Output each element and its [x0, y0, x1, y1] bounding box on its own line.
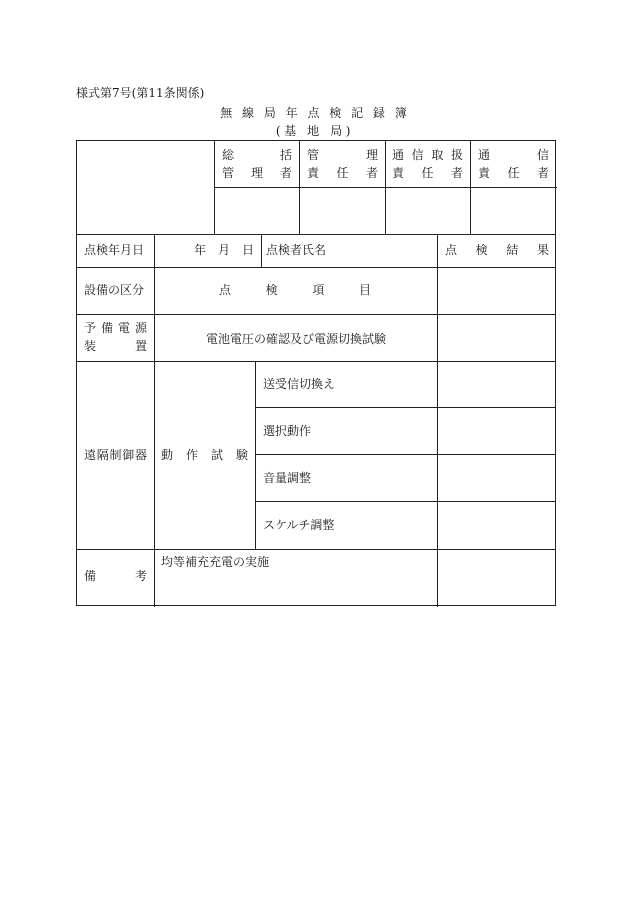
rule-signoff-v4	[470, 141, 471, 234]
inspector-name-label: 点検者氏名	[266, 243, 327, 257]
date-year-unit: 年	[194, 243, 207, 257]
rule-remote-3	[255, 501, 555, 502]
rule-info-v1	[154, 234, 155, 267]
rule-after-signoff	[77, 234, 555, 235]
signoff-role-3-line1: 通 信 取 扱	[392, 148, 463, 162]
backup-power-label-line1: 予 備 電 源	[84, 321, 147, 335]
signoff-role-4-line2: 責 任 者	[478, 166, 549, 180]
remarks-label: 備 考	[84, 569, 147, 583]
rule-remote-2	[255, 454, 555, 455]
rule-signoff-v2	[299, 141, 300, 234]
document-subtitle: (基 地 局)	[275, 124, 355, 138]
signoff-role-1-line1: 総 括	[222, 148, 292, 162]
remote-item-selection: 選択動作	[263, 424, 312, 438]
rule-after-remote	[77, 549, 555, 550]
remote-control-label: 遠 隔 制 御 器	[84, 448, 147, 462]
rule-remote-1	[255, 407, 555, 408]
backup-power-label-line2: 装 置	[84, 339, 147, 353]
document-title: 無 線 局 年 点 検 記 録 簿	[220, 106, 410, 120]
backup-power-item: 電池電圧の確認及び電源切換試験	[205, 331, 386, 346]
rule-signoff-v1	[214, 141, 215, 234]
signoff-role-4-line1: 通 信	[478, 148, 549, 162]
signoff-role-2-line1: 管 理	[307, 148, 378, 162]
remote-item-volume: 音量調整	[263, 471, 312, 485]
operation-test-label: 動 作 試 験	[161, 448, 248, 462]
signoff-role-2-line2: 責 任 者	[307, 166, 378, 180]
date-day-unit: 日	[242, 243, 255, 257]
rule-result-col	[437, 234, 438, 607]
rule-after-info	[77, 267, 555, 268]
inspection-items-header: 点 検 項 目	[219, 283, 371, 297]
inspection-record-table	[76, 140, 556, 606]
rule-signoff-v3	[385, 141, 386, 234]
rule-after-backup	[77, 361, 555, 362]
signoff-role-3-line2: 責 任 者	[392, 166, 463, 180]
remote-item-tx-rx-switch: 送受信切換え	[263, 377, 336, 391]
rule-remote-test	[255, 361, 256, 549]
form-number: 様式第7号(第11条関係)	[76, 86, 205, 100]
signoff-role-1-line2: 管 理 者	[222, 166, 292, 180]
inspection-date-label: 点検年月日	[84, 243, 145, 257]
remote-item-squelch: スケルチ調整	[263, 518, 335, 532]
equipment-category-label: 設備の区分	[84, 283, 145, 297]
inspection-result-header: 点 検 結 果	[445, 243, 549, 257]
remarks-text: 均等補充充電の実施	[161, 555, 270, 569]
rule-info-v2	[261, 234, 262, 267]
date-month-unit: 月	[218, 243, 231, 257]
